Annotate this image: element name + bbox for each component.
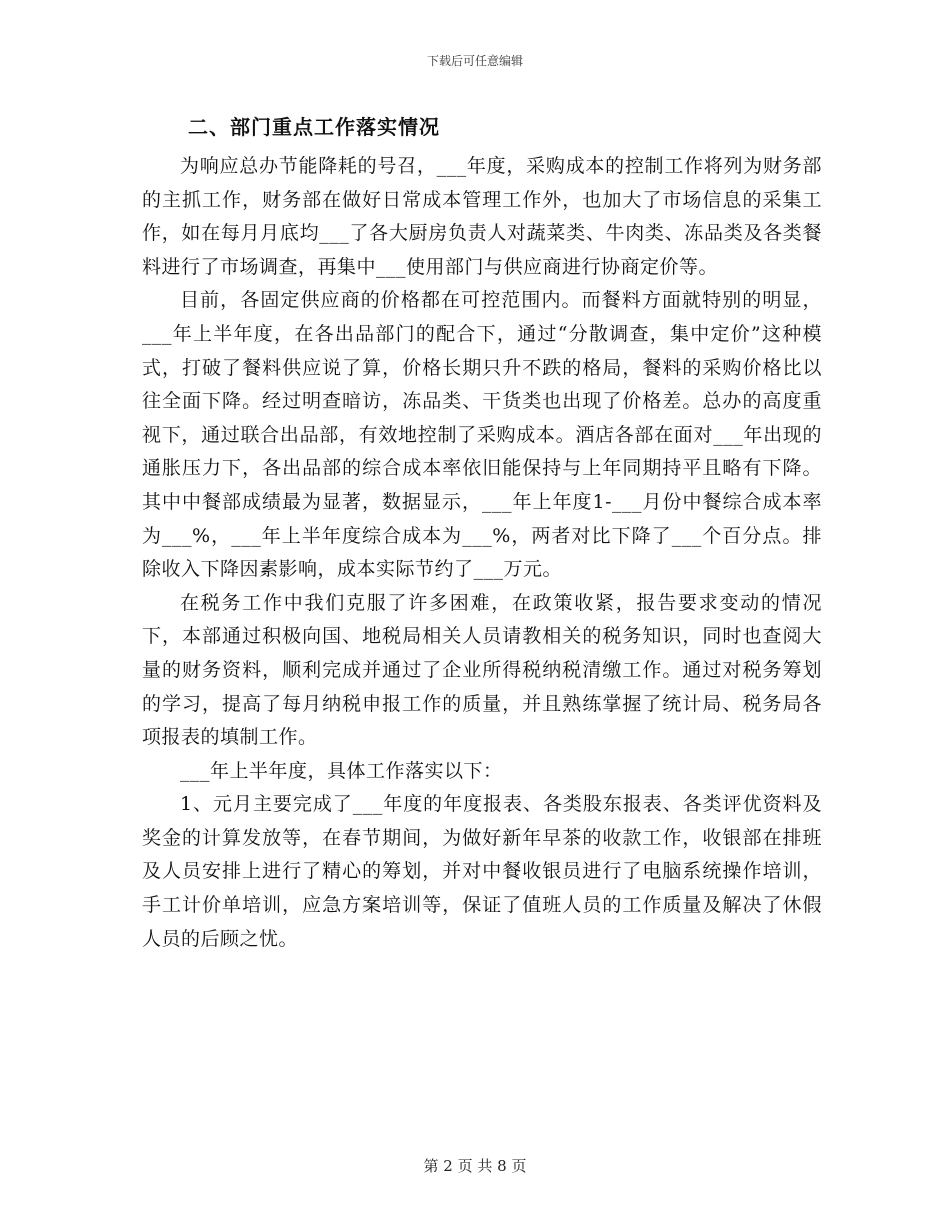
paragraph-cost-control: 为响应总办节能降耗的号召，___年度，采购成本的控制工作将列为财务部的主抓工作，财务部在做好日常成本管理工作外，也加大了市场信息的采集工作，如在每月月底均___了各大厨房负责人对蔬菜类、牛肉类、冻品类及各类餐料进行了市场调查，再集中___使用部门与供应商进行协商定价等。 [142,155,822,278]
paragraph-january-work: 1、元月主要完成了___年度的年度报表、各类股东报表、各类评优资料及奖金的计算发放等，在春节期间，为做好新年早茶的收款工作，收银部在排班及人员安排上进行了精心的筹划，并对中餐收银员进行了电脑系统操作培训，手工计价单培训，应急方案培训等，保证了值班人员的工作质量及解决了休假人员的后顾之忧。 [142,793,822,950]
paragraph-tax-work: 在税务工作中我们克服了许多困难，在政策收紧，报告要求变动的情况下，本部通过积极向国、地税局相关人员请教相关的税务知识，同时也查阅大量的财务资料，顺利完成并通过了企业所得税纳税清缴工作。通过对税务筹划的学习，提高了每月纳税申报工作的质量，并且熟练掌握了统计局、税务局各项报表的填制工作。 [142,591,822,749]
page-number-footer: 第 2 页 共 8 页 [423,1157,527,1175]
page-header-note: 下载后可任意编辑 [426,54,523,68]
paragraph-work-summary-intro: ___年上半年度，具体工作落实以下： [180,759,503,782]
section-heading: 二、部门重点工作落实情况 [188,115,440,139]
paragraph-supplier-pricing: 目前，各固定供应商的价格都在可控范围内。而餐料方面就特别的明显，___年上半年度，在各出品部门的配合下，通过“分散调查，集中定价”这种模式，打破了餐料供应说了算，价格长期只升不跌的格局，餐料的采购价格比以往全面下降。经过明查暗访，冻品类、干货类也出现了价格差。总办的高度重视下，通过联合出品部，有效地控制了采购成本。酒店各部在面对___年出现的通胀压力下，各出品部的综合成本率依旧能保持与上年同期持平且略有下降。其中中餐部成绩最为显著，数据显示，___年上年度1-___月份中餐综合成本率为___%，___年上半年度综合成本为___%，两者对比下降了___个百分点。排除收入下降因素影响，成本实际节约了___万元。 [142,289,822,581]
document-body [142,110,822,956]
